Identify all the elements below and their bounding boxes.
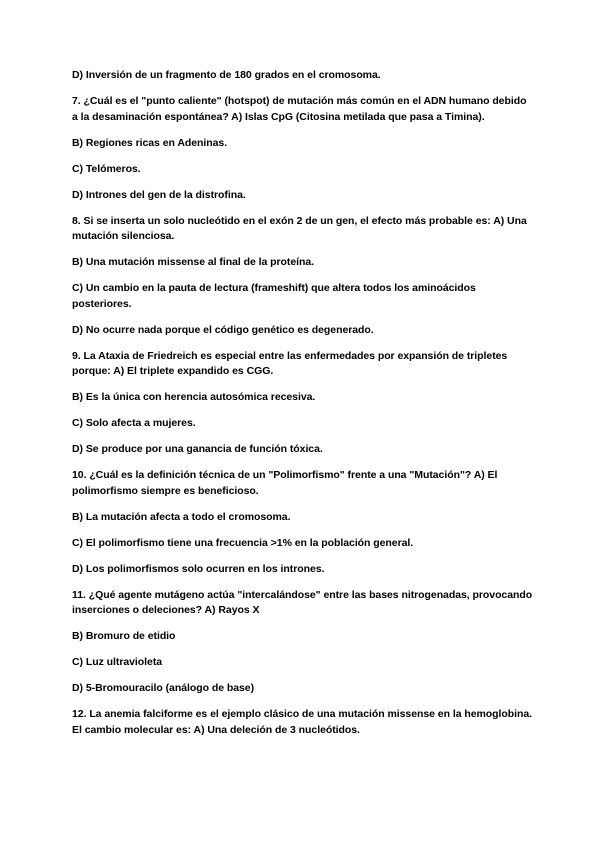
option-b-q8: B) Una mutación missense al final de la proteína. <box>72 256 315 269</box>
option-b-q7: B) Regiones ricas en Adeninas. <box>72 136 228 149</box>
option-d-q6: D) Inversión de un fragmento de 180 grados en el cromosoma. <box>72 69 381 81</box>
question-9: 9. La Ataxia de Friedreich es especial entre las enfermedades por expansión de tripletes porque: A) El triplete expandido es CGG. <box>72 349 508 378</box>
option-b-q9: B) Es la única con herencia autosómica recesiva. <box>72 391 316 404</box>
question-10: 10. ¿Cuál es la definición técnica de un "Polimorfismo" frente a una "Mutación"? A) El polimorfismo siempre es beneficioso. <box>72 469 498 497</box>
option-c-q11: C) Luz ultravioleta <box>72 656 163 669</box>
question-11: 11. ¿Qué agente mutágeno actúa "intercalándose" entre las bases nitrogenadas, provocando inserciones o deleciones? A) Rayos X <box>72 588 533 617</box>
option-d-q7: D) Intrones del gen de la distrofina. <box>72 188 246 201</box>
option-c-q9: C) Solo afecta a mujeres. <box>72 417 196 430</box>
option-b-q11: B) Bromuro de etidio <box>72 630 176 643</box>
option-c-q8: C) Un cambio en la pauta de lectura (frameshift) que altera todos los aminoácidos posteriores. <box>72 282 476 310</box>
question-7: 7. ¿Cuál es el "punto caliente" (hotspot) de mutación más común en el ADN humano debido a la desaminación espontánea? A) Islas CpG (Citosina metilada que pasa a Timina). <box>72 94 527 123</box>
option-d-q11: D) 5-Bromouracilo (análogo de base) <box>72 682 255 695</box>
option-d-q9: D) Se produce por una ganancia de función tóxica. <box>72 443 323 456</box>
document-body <box>72 68 534 749</box>
option-d-q10: D) Los polimorfismos solo ocurren en los intrones. <box>72 562 325 575</box>
question-8: 8. Si se inserta un solo nucleótido en el exón 2 de un gen, el efecto más probable es: A) Una mutación silenciosa. <box>72 214 527 243</box>
option-c-q7: C) Telómeros. <box>72 162 141 175</box>
option-d-q8: D) No ocurre nada porque el código genético es degenerado. <box>72 323 374 336</box>
question-12: 12. La anemia falciforme es el ejemplo clásico de una mutación missense en la hemoglobina. El cambio molecular es: A) Una deleción de 3 nucleótidos. <box>72 708 532 736</box>
option-b-q10: B) La mutación afecta a todo el cromosoma. <box>72 510 291 523</box>
option-c-q10: C) El polimorfismo tiene una frecuencia >1% en la población general. <box>72 536 414 549</box>
